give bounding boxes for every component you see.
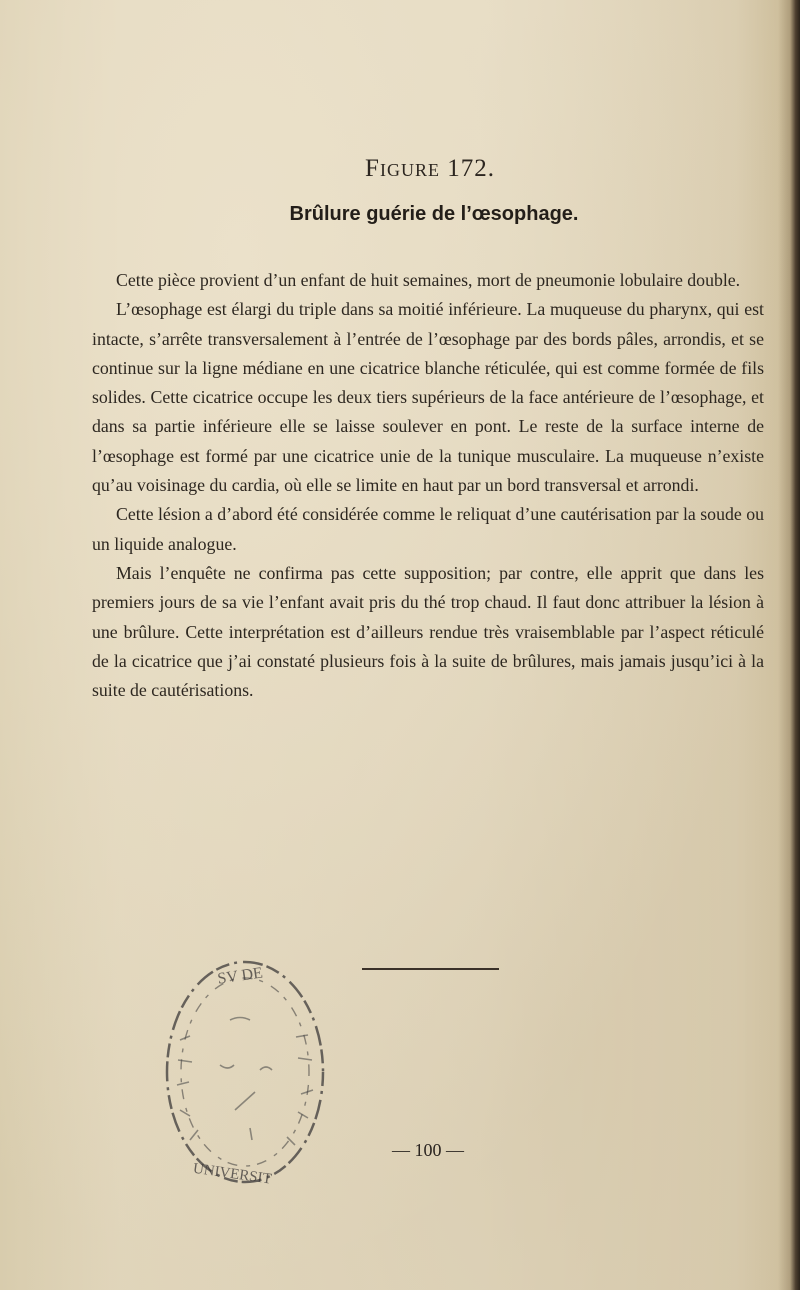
paragraph: Cette lésion a d’abord été considérée comme le reliquat d’une cautérisation par la soude ou un liquide analogue. [92, 504, 764, 554]
figure-subtitle: Brûlure guérie de l’œsophage. [289, 203, 579, 225]
paragraph: Mais l’enquête ne confirma pas cette supposition; par contre, elle apprit que dans les premiers jours de sa vie l’enfant avait pris du thé trop chaud. Il faut donc attribuer la lésion à une brûlure. Cette interprétation est d’ailleurs rendue très vraisemblable par l’aspect réticulé de la cicatrice que j’ai constaté plusieurs fois à la suite de brûlures, mais jamais jusqu’ici à la suite de cautérisations. [92, 562, 764, 701]
paragraph: L’œsophage est élargi du triple dans sa moitié inférieure. La muqueuse du pharynx, qui est intacte, s’arrête transversalement à l’entrée de l’œsophage par des bords pâles, arrondis, et se continue sur la ligne médiane en une cicatrice blanche réticulée, qui est comme formée de fils solides. Cette cicatrice occupe les deux tiers supérieurs de la face antérieure de l’œsophage, et dans sa partie inférieure elle se laisse soulever en pont. Le reste de la surface interne de l’œsophage est formé par une cicatrice unie de la tunique musculaire. La muqueuse n’existe qu’au voisinage du cardia, où elle se limite en haut par un bord transversal et arrondi. [92, 299, 764, 496]
stamp-text-bottom: UNIVERSIT [191, 1160, 273, 1188]
body-text [92, 266, 764, 705]
book-binding-edge [778, 0, 800, 1290]
paragraph: Cette pièce provient d’un enfant de huit semaines, mort de pneumonie lobulaire double. [116, 270, 741, 290]
divider-rule [362, 968, 499, 970]
page-number: — 100 — [392, 1140, 464, 1160]
library-stamp-icon [150, 950, 340, 1195]
figure-title: Figure 172. [365, 155, 495, 182]
stamp-text-top: SV DE [216, 964, 264, 988]
